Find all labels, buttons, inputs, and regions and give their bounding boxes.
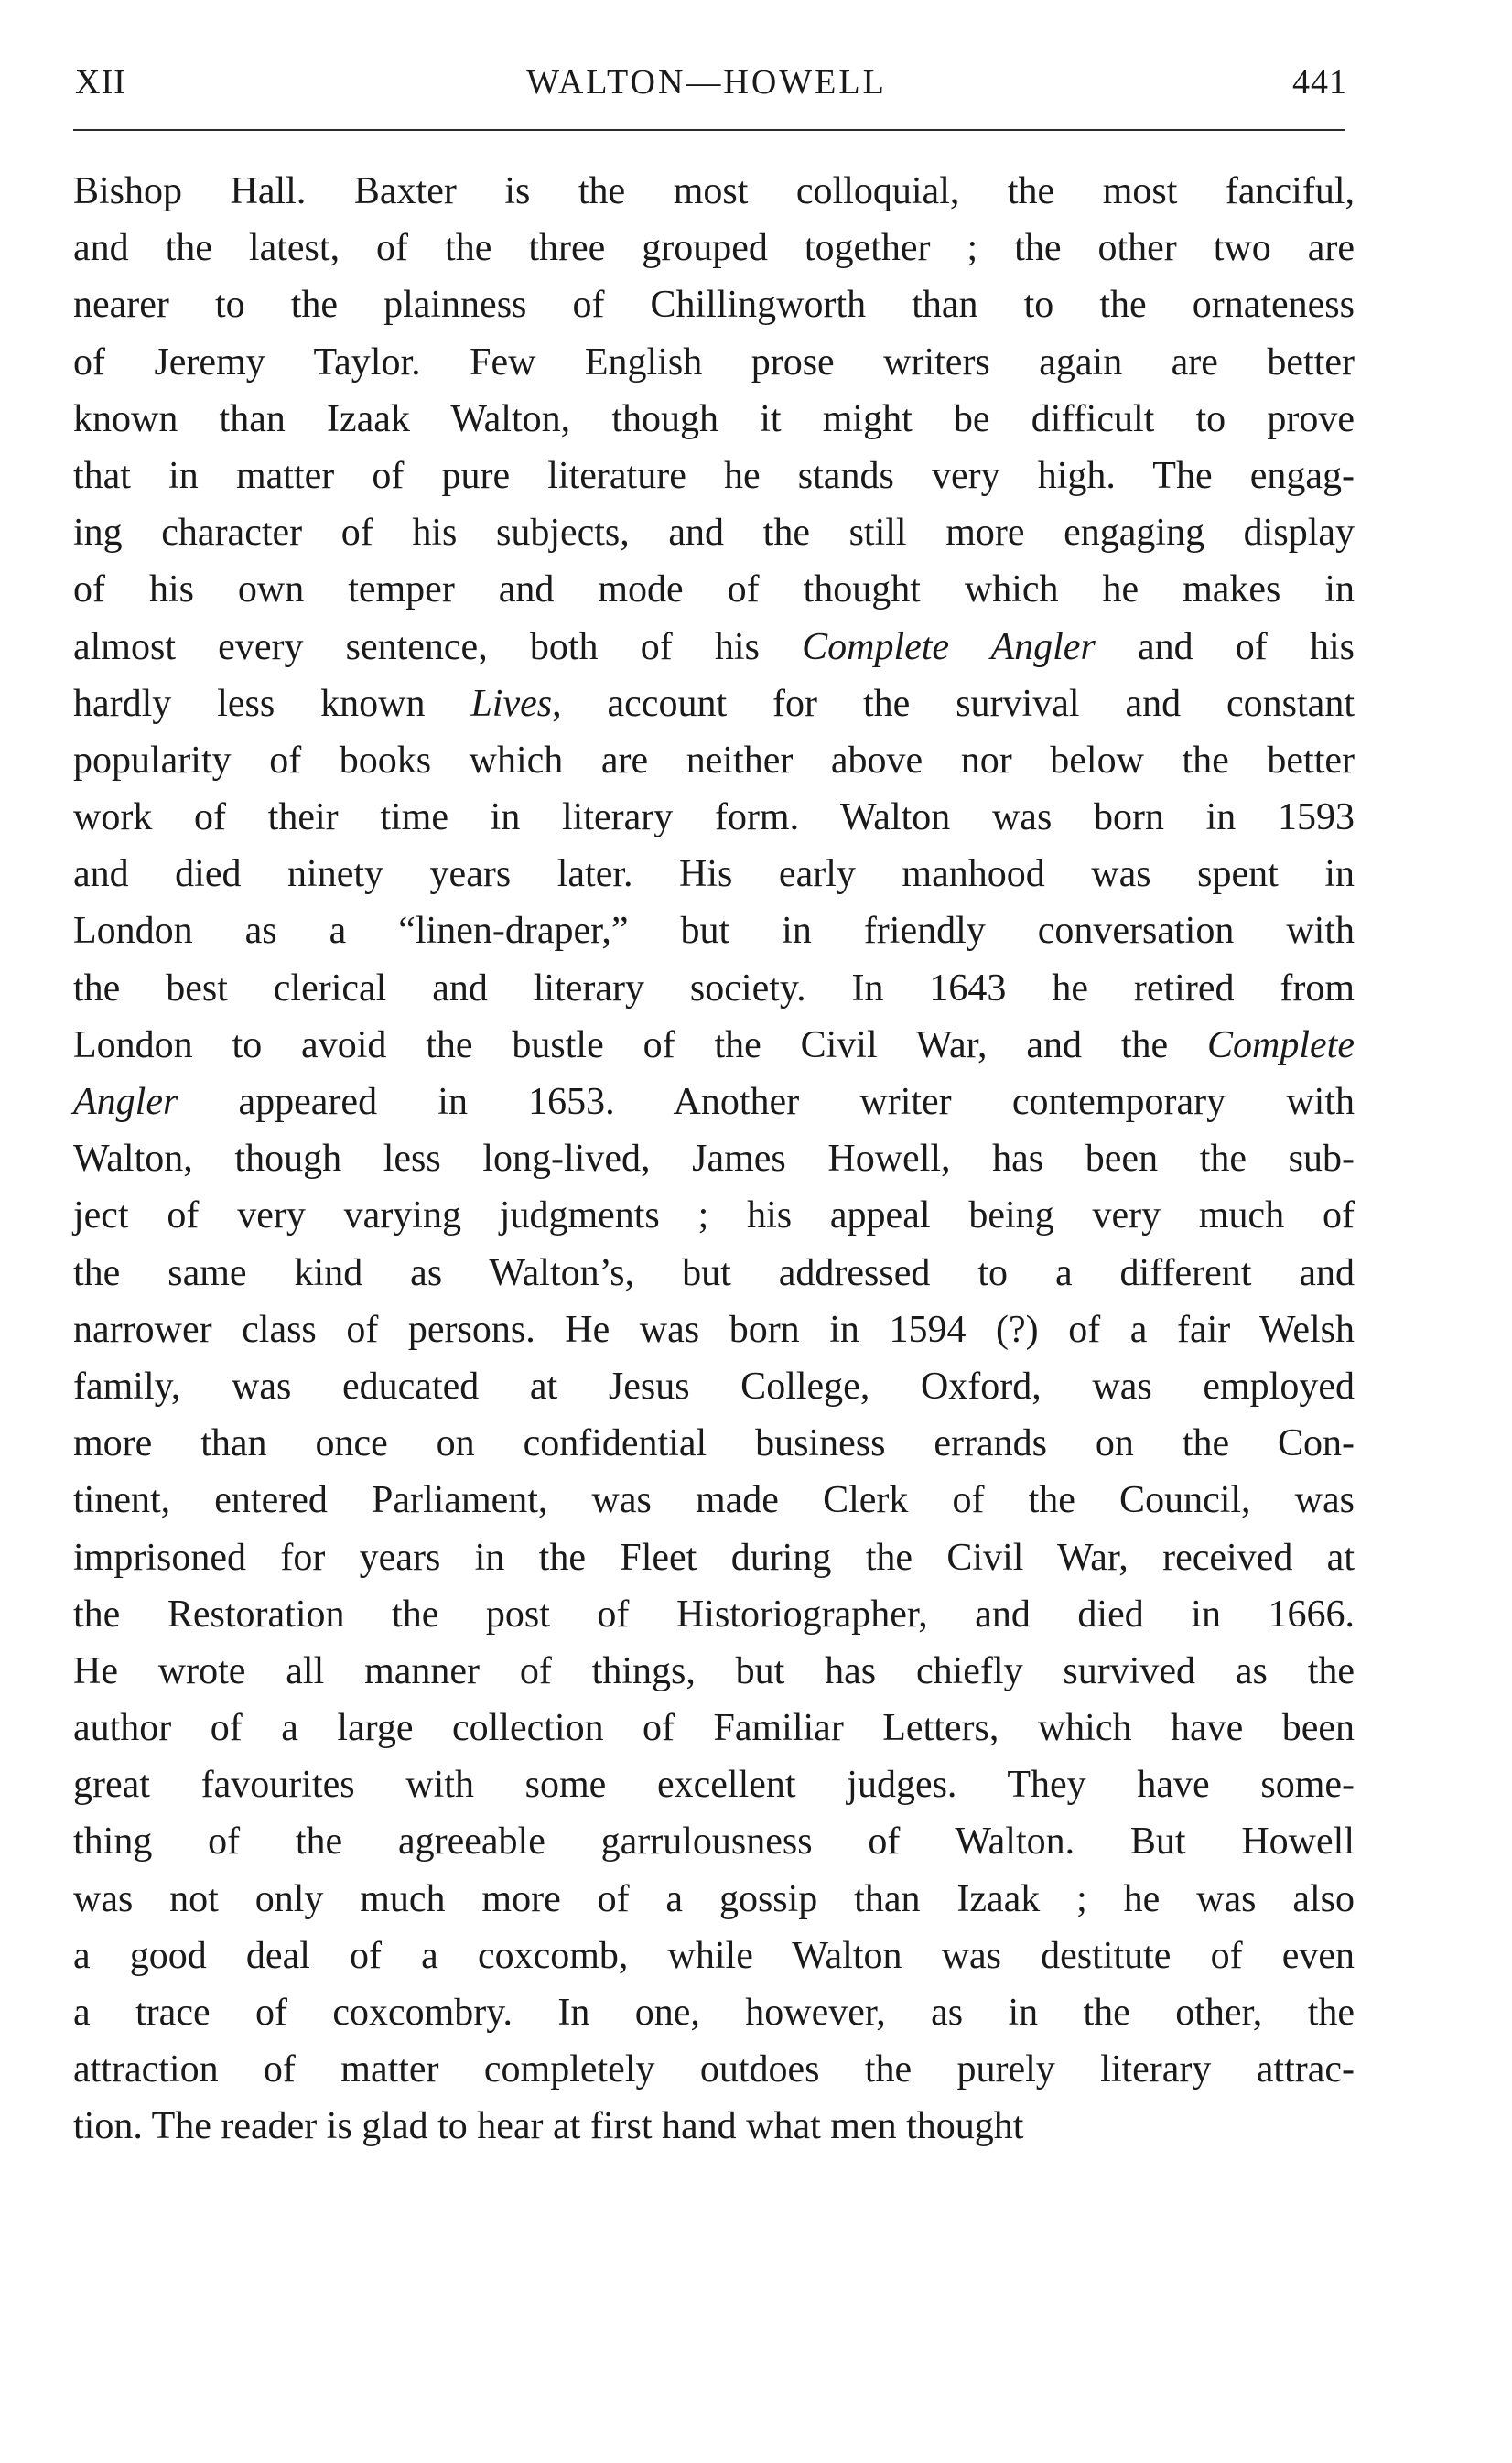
text-line: [73, 1700, 1355, 1756]
text-run: London as a “linen-draper,” but in friendly conversation with: [73, 910, 1355, 953]
text-line: [73, 1928, 1355, 1984]
text-line: [73, 163, 1355, 220]
text-run: of Jeremy Taylor. Few English prose writers again are better: [73, 340, 1355, 383]
text-run: known than Izaak Walton, though it might be difficult to prove: [73, 397, 1355, 440]
text-run: Walton, though less long-lived, James Howell, has been the sub-: [73, 1138, 1355, 1181]
text-run: imprisoned for years in the Fleet during the Civil War, received at: [73, 1536, 1355, 1579]
text-run: nearer to the plainness of Chillingworth than to the ornateness: [73, 284, 1355, 327]
text-line: [73, 960, 1355, 1017]
text-line: [73, 276, 1355, 333]
text-line: [73, 2041, 1355, 2098]
text-line: [73, 1187, 1355, 1244]
text-run: ject of very varying judgments ; his appeal being very much of: [73, 1194, 1355, 1237]
text-line: [73, 1245, 1355, 1302]
text-line: [73, 1871, 1355, 1928]
text-run: more than once on confidential business errands on the Con-: [73, 1422, 1355, 1465]
text-line: [73, 1813, 1355, 1870]
text-line: [73, 1472, 1355, 1529]
text-run: and the latest, of the three grouped together ; the other two are: [73, 227, 1355, 270]
text-line: [73, 220, 1355, 276]
text-line: [73, 391, 1355, 448]
header-rule: [73, 129, 1345, 131]
running-head: [66, 62, 1347, 117]
text-run: was not only much more of a gossip than Izaak ; he was also: [73, 1877, 1355, 1920]
text-run: hardly less known: [73, 682, 471, 725]
italic-title: Angler: [73, 1081, 178, 1123]
text-run: of his own temper and mode of thought which he makes in: [73, 568, 1355, 611]
text-run: popularity of books which are neither above nor below the better: [73, 739, 1355, 782]
text-run: appeared in 1653. Another writer contemporary with: [178, 1081, 1355, 1123]
text-run: London to avoid the bustle of the Civil War, and the: [73, 1023, 1208, 1066]
text-line: [73, 619, 1355, 675]
text-line: [73, 1643, 1355, 1700]
text-run: narrower class of persons. He was born in 1594 (?) of a fair Welsh: [73, 1308, 1355, 1351]
body-paragraph: [73, 163, 1355, 2155]
text-run: tion. The reader is glad to hear at first hand what men thought: [73, 2105, 1024, 2148]
running-title: WALTON—HOWELL: [526, 63, 887, 102]
text-run: Bishop Hall. Baxter is the most colloquial, the most fanciful,: [73, 170, 1355, 212]
text-line: [73, 789, 1355, 846]
text-line: [73, 1130, 1355, 1187]
text-run: the best clerical and literary society. In 1643 he retired from: [73, 967, 1355, 1010]
text-run: the same kind as Walton’s, but addressed to a different and: [73, 1251, 1355, 1294]
text-line: [73, 1017, 1355, 1074]
text-line: [73, 846, 1355, 902]
italic-title: Lives: [470, 682, 553, 725]
text-run: work of their time in literary form. Walton was born in 1593: [73, 796, 1355, 839]
text-run: family, was educated at Jesus College, Oxford, was employed: [73, 1365, 1355, 1408]
text-line: [73, 1415, 1355, 1472]
text-line: [73, 1756, 1355, 1813]
text-run: almost every sentence, both of his: [73, 625, 803, 668]
text-run: the Restoration the post of Historiographer, and died in 1666.: [73, 1593, 1355, 1636]
text-run: great favourites with some excellent judges. They have some-: [73, 1764, 1355, 1807]
italic-title: Complete: [1207, 1023, 1355, 1066]
text-run: attraction of matter completely outdoes the purely literary attrac-: [73, 2048, 1355, 2091]
italic-title: Complete Angler: [802, 625, 1096, 668]
text-line: [73, 1302, 1355, 1358]
text-run: thing of the agreeable garrulousness of Walton. But Howell: [73, 1820, 1355, 1863]
text-line: [73, 1358, 1355, 1415]
text-run: a trace of coxcombry. In one, however, as in the other, the: [73, 1992, 1355, 2034]
text-run: ing character of his subjects, and the still more engaging display: [73, 512, 1355, 555]
text-line: [73, 561, 1355, 618]
text-line: [73, 2098, 1355, 2155]
text-run: and of his: [1095, 625, 1355, 668]
text-line: [73, 732, 1355, 789]
text-run: , account for the survival and constant: [552, 682, 1355, 725]
text-line: [73, 1529, 1355, 1586]
text-line: [73, 1074, 1355, 1130]
text-run: and died ninety years later. His early manhood was spent in: [73, 853, 1355, 896]
text-line: [73, 1586, 1355, 1643]
text-run: a good deal of a coxcomb, while Walton was destitute of even: [73, 1934, 1355, 1977]
text-line: [73, 448, 1355, 504]
text-line: [73, 675, 1355, 732]
text-line: [73, 334, 1355, 391]
text-run: author of a large collection of Familiar Letters, which have been: [73, 1707, 1355, 1750]
section-number: XII: [75, 63, 126, 102]
page-number: 441: [1292, 63, 1347, 102]
text-line: [73, 1984, 1355, 2041]
text-line: [73, 504, 1355, 561]
text-line: [73, 902, 1355, 959]
text-run: He wrote all manner of things, but has chiefly survived as the: [73, 1649, 1355, 1692]
text-run: that in matter of pure literature he stands very high. The engag-: [73, 454, 1355, 497]
text-run: tinent, entered Parliament, was made Clerk of the Council, was: [73, 1479, 1355, 1522]
